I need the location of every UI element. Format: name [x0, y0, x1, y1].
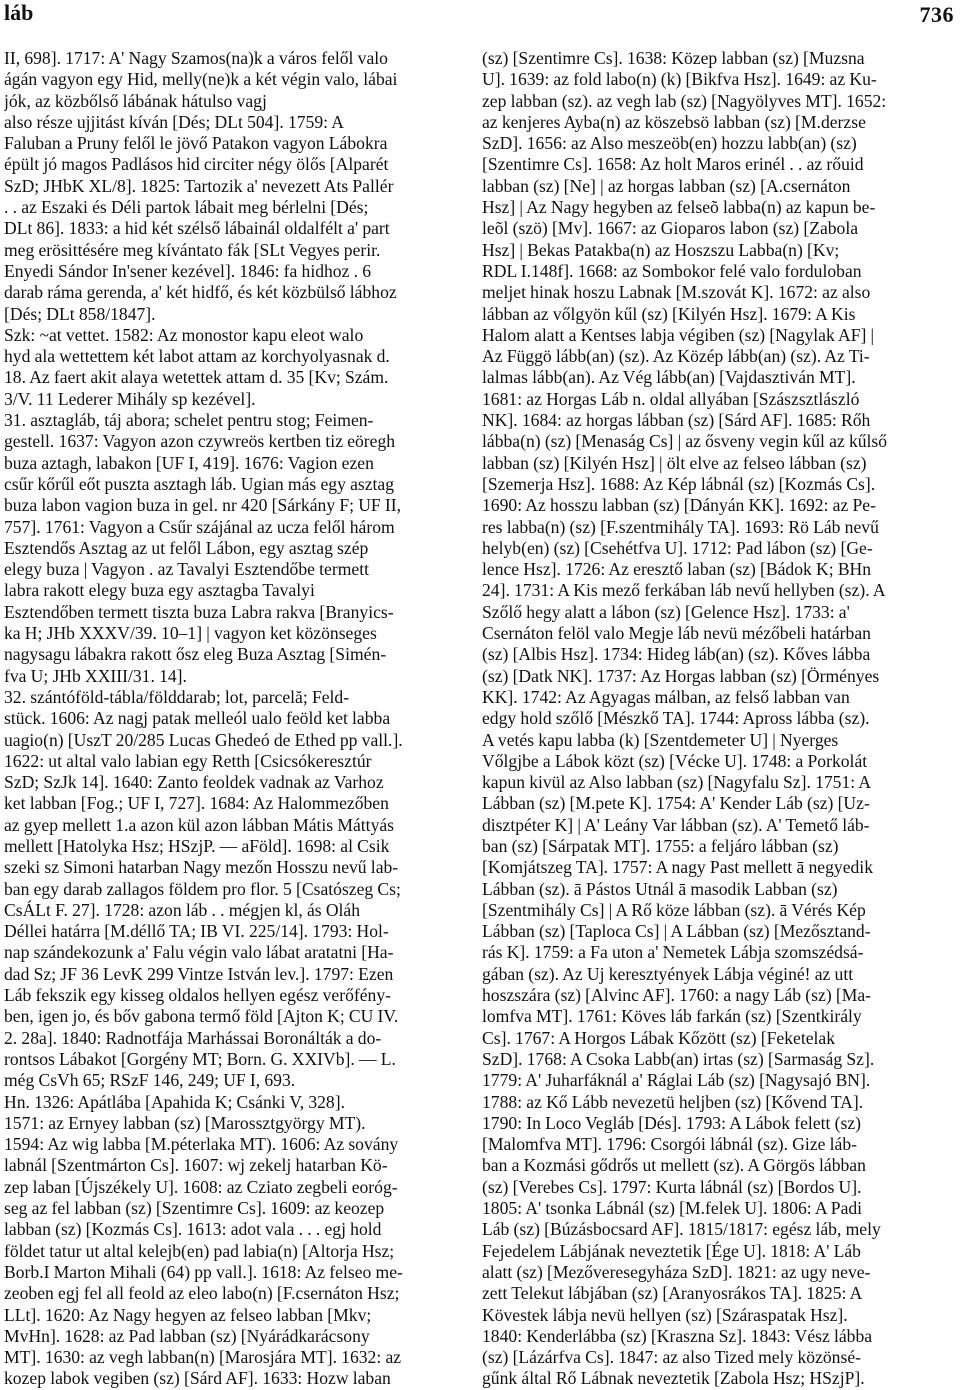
- text-line: zep laban [Újszékely U]. 1608: az Cziato zegbeli eoróg-: [4, 1176, 398, 1197]
- text-line: meg erösittésére meg kívántato fák [SLt Vegyes perir.: [4, 239, 381, 260]
- text-line: hyd ala wettettem két labot attam az korchyolyasnak d.: [4, 346, 390, 367]
- text-line: rontsos Lábakot [Gorgény MT; Born. G. XXIVb]. — L.: [4, 1048, 396, 1069]
- text-line: elegy buza | Vagyon . az Tavalyi Esztendőbe termett: [4, 559, 369, 580]
- text-line: szeki sz Simoni hatarban Nagy mezőn Hosszu nevű lab-: [4, 857, 399, 878]
- text-line: [Szentimre Cs]. 1658: Az holt Maros erinél . . az rőuid: [482, 154, 864, 175]
- text-line: rás K]. 1759: a Fa uton a' Nemetek Lábja szomszédsá-: [482, 942, 864, 963]
- text-line: [Szentmihály Cs] | A Rő köze lábban (sz). ā Vérés Kép: [482, 899, 866, 920]
- text-line: hoszszára (sz) [Alvinc AF]. 1760: a nagy Láb (sz) [Ma-: [482, 985, 872, 1006]
- text-line: 2. 28a]. 1840: Radnotfája Marhássai Boronálták a do-: [4, 1027, 382, 1048]
- page-header: [4, 0, 954, 40]
- text-line: [Szemerja Hsz]. 1688: Az Kép lábnál (sz) [Kozmás Cs].: [482, 473, 876, 494]
- text-line: kapun kivül az Also labban (sz) [Nagyfalu Sz]. 1751: A: [482, 772, 872, 793]
- text-line: (sz) [Lázárfva Cs]. 1847: az also Tized mely közönsé-: [482, 1347, 861, 1368]
- text-line: (sz) [Szentimre Cs]. 1638: Közep labban (sz) [Muzsna: [482, 48, 865, 68]
- text-line: ka H; JHb XXXV/39. 10–1] | vagyon ket közönseges: [4, 623, 377, 644]
- text-line: uagio(n) [UszT 20/285 Lucas Ghedeó de Ethed pp vall.].: [4, 729, 403, 750]
- text-line: nagysagu lábakra rakott ősz eleg Buza Asztag [Simén-: [4, 644, 387, 665]
- page-number: 736: [919, 2, 954, 27]
- text-line: U]. 1639: az fold labo(n) (k) [Bikfva Hsz]. 1649: az Ku-: [482, 69, 877, 90]
- text-line: lence Hsz]. 1726: Az eresztő laban (sz) [Bádok K; BHn: [482, 559, 872, 580]
- text-line: NK]. 1684: az horgas lábban (sz) [Sárd AF]. 1685: Rőh: [482, 410, 871, 431]
- text-line: 1840: Kenderlábba (sz) [Kraszna Sz]. 1843: Vész lábba: [482, 1325, 873, 1346]
- text-line: kozep labok vegiben (sz) [Sárd AF]. 1633: Hozw laban: [4, 1368, 391, 1389]
- text-line: darab ráma gerenda, a' két hidfő, és két közbülső lábhoz: [4, 282, 397, 303]
- text-line: SzD; SzJk 14]. 1640: Zanto feoldek vadnak az Varhoz: [4, 772, 384, 793]
- text-line: SzD; JHbK XL/8]. 1825: Tartozik a' nevezett Ats Pallér: [4, 175, 394, 196]
- text-line: MvHn]. 1628: az Pad labban (sz) [Nyárádkarácsony: [4, 1325, 370, 1346]
- text-line: buza labon vagion buza in gel. nr 420 [Sárkány F; UF II,: [4, 495, 401, 516]
- text-line: 1571: az Ernyey labban (sz) [Marossztgyörgy MT).: [4, 1112, 366, 1133]
- text-line: nap szándekozunk a' Falu végin valo lábat aratatni [Ha-: [4, 942, 394, 963]
- text-line: RDL I.148f]. 1668: az Sombokor felé valo forduloban: [482, 260, 862, 281]
- text-line: Faluban a Pruny felől le jövő Patakon vagyon Lábokra: [4, 133, 388, 154]
- text-line: 1805: A' tsonka Lábnál (sz) [M.felek U]. 1806: A Padi: [482, 1198, 863, 1219]
- text-line: 1690: Az hosszu labban (sz) [Dányán KK]. 1692: az Pe-: [482, 495, 876, 516]
- text-line: stück. 1606: Az nagj patak melleól ualo feöld ket labba: [4, 708, 391, 729]
- text-line: csűr kőrűl eőt puszta asztagh láb. Ugian más egy asztag: [4, 473, 395, 494]
- text-line: lalmas lább(an). Az Vég lább(an) [Vajdasztiván MT].: [482, 367, 856, 388]
- text-line: Cs]. 1767: A Horgos Lábak Kőzött (sz) [Feketelak: [482, 1027, 836, 1048]
- text-line: [Komjátszeg TA]. 1757: A nagy Past mellett ā negyedik: [482, 857, 873, 878]
- text-line: Hsz] | Az Nagy hegyben az felseõ labba(n) az kapun be-: [482, 197, 876, 218]
- text-line: Az Függö lább(an) (sz). Az Közép lább(an) (sz). Az Ti-: [482, 346, 870, 367]
- text-line: alatt (sz) [Mezőveresegyháza SzD]. 1821: az ugy neve-: [482, 1261, 871, 1282]
- text-line: fva U; JHb XXIII/31. 14].: [4, 665, 187, 686]
- text-line: leõl (szö) [Mv]. 1667: az Gioparos labon (sz) [Zabola: [482, 218, 859, 239]
- text-line: 31. asztagláb, táj abora; schelet pentru stog; Feimen-: [4, 410, 374, 431]
- right-column: [482, 48, 954, 1390]
- text-line: dad Sz; JF 36 LevK 299 Vintze István lev.]. 1797: Ezen: [4, 963, 394, 984]
- text-line: KK]. 1742: Az Agyagas málban, az felső labban van: [482, 686, 850, 707]
- text-line: földet tatur ut altal kelejb(en) pad labia(n) [Altorja Hsz;: [4, 1240, 395, 1261]
- text-line: also része ujjitást kíván [Dés; DLt 504]. 1759: A: [4, 111, 344, 132]
- text-line: 1788: az Kő Lább nevezetü heljben (sz) [Kővend TA].: [482, 1091, 864, 1112]
- text-line: jók, az közbőlső lábának hátulso vagj: [4, 90, 267, 111]
- text-line: MT]. 1630: az vegh labban(n) [Marosjára MT]. 1632: az: [4, 1347, 402, 1368]
- text-line: gűnk által Rő Lábnak neveztetik [Zabola Hsz; HSzjP].: [482, 1368, 865, 1389]
- text-line: seg az fel labban (sz) [Szentimre Cs]. 1609: az keozep: [4, 1198, 385, 1219]
- text-line: (sz) [Albis Hsz]. 1734: Hideg láb(an) (sz). Kőves lábba: [482, 644, 871, 665]
- text-line: . . az Eszaki és Déli partok lábait meg bérlelni [Dés;: [4, 197, 369, 218]
- text-line: 24]. 1731: A Kis mező ferkában láb nevű hellyben (sz). A: [482, 580, 886, 601]
- text-line: Borb.I Marton Mihali (64) pp vall.]. 1618: Az felseo me-: [4, 1261, 403, 1282]
- text-line: gában (sz). Az Uj keresztyények Lábja véginé! az utt: [482, 963, 854, 984]
- text-line: 1622: ut altal valo labian egy Retth [Csicsókeresztúr: [4, 750, 372, 771]
- running-headword: láb: [4, 0, 34, 25]
- text-line: res labba(n) (sz) [F.szentmihály TA]. 1693: Rö Láb nevű: [482, 516, 879, 537]
- text-line: Lábban (sz) [Taploca Cs] | A Lábban (sz) [Mezősztand-: [482, 921, 871, 942]
- text-line: zeoben egj fel all feold az eleo labo(n) [F.csernáton Hsz;: [4, 1283, 400, 1304]
- text-line: LLt]. 1620: Az Nagy hegyen az felseo labban [Mkv;: [4, 1304, 372, 1325]
- text-line: DLt 86]. 1833: a hid két szélső lábainál oldalfélt a' part: [4, 218, 390, 239]
- text-line: disztpéter K] | A' Leány Var lábban (sz). A' Temető láb-: [482, 814, 870, 835]
- text-line: 1779: A' Juharfáknál a' Ráglai Láb (sz) [Nagysajó BN].: [482, 1070, 871, 1091]
- text-line: (sz) [Datk NK]. 1737: Az Horgas labban (sz) [Örményes: [482, 665, 880, 686]
- text-line: Láb (sz) [Búzásbocsard AF]. 1815/1817: egész láb, mely: [482, 1219, 881, 1240]
- text-line: 1594: Az wig labba [M.péterlaka MT). 1606: Az sovány: [4, 1134, 399, 1155]
- text-line: Halom alatt a Kentses labja végiben (sz) [Nagylak AF] |: [482, 324, 875, 345]
- text-line: lábban az vőlgyön kűl (sz) [Kilyén Hsz]. 1679: A Kis: [482, 303, 856, 324]
- text-line: labban (sz) [Kozmás Cs]. 1613: adot vala . . . egj hold: [4, 1219, 382, 1240]
- text-line: labban (sz) [Kilyén Hsz] | ölt elve az felseo lábban (sz): [482, 452, 867, 473]
- text-line: A vetés kapu labba (k) [Szentdemeter U] | Nyerges: [482, 729, 839, 750]
- text-line: ban a Kozmási gődrős ut mellett (sz). A Görgös lábban: [482, 1155, 866, 1176]
- text-line: Esztendőben termett tiszta buza Labra rakva [Branyics-: [4, 601, 394, 622]
- text-line: ban egy darab zallagos földem pro flor. 5 [Csatószeg Cs;: [4, 878, 401, 899]
- text-line: az gyep mellett 1.a azon kül azon lábban Mátis Máttyás: [4, 814, 395, 835]
- text-line: lábba(n) (sz) [Menaság Cs] | az ősveny vegin kűl az kűlső: [482, 431, 888, 452]
- text-line: Láb fekszik egy kisseg oldalos hellyen egész verőfény-: [4, 985, 391, 1006]
- text-line: Lábban (sz) [M.pete K]. 1754: A' Kender Láb (sz) [Uz-: [482, 793, 870, 814]
- text-line: 32. szántóföld-tábla/földdarab; lot, parcelă; Feld-: [4, 686, 350, 707]
- text-line: 1790: In Loco Vegláb [Dés]. 1793: A Lábok felett (sz): [482, 1112, 861, 1133]
- text-line: [Dés; DLt 858/1847].: [4, 303, 156, 324]
- text-line: Csernáton felöl valo Megje láb nevü mézőbeli határban: [482, 623, 871, 644]
- text-line: buza aztagh, labakon [UF I, 419]. 1676: Vagion ezen: [4, 452, 374, 473]
- text-line: labra rakott elegy buza egy asztagba Tavalyi: [4, 580, 315, 601]
- text-line: SzD]. 1656: az Also meszeöb(en) hozzu labb(an) (sz): [482, 133, 857, 154]
- text-line: ágán vagyon egy Hid, melly(ne)k a két végin valo, lábai: [4, 69, 398, 90]
- text-line: Hn. 1326: Apátlába [Apahida K; Csánki V, 328].: [4, 1091, 345, 1112]
- text-line: mellett [Hatolyka Hsz; HSzjP. — aFöld]. 1698: al Csik: [4, 835, 390, 856]
- text-line: II, 698]. 1717: A' Nagy Szamos(na)k a város felől valo: [4, 48, 388, 68]
- text-line: helyb(en) (sz) [Csehétfva U]. 1712: Pad lábon (sz) [Ge-: [482, 537, 873, 558]
- text-line: Lábban (sz). ā Pástos Utnál ā masodik Labban (sz): [482, 878, 838, 899]
- text-line: [Malomfva MT]. 1796: Csorgói lábnál (sz). Gize láb-: [482, 1134, 857, 1155]
- text-line: Enyedi Sándor In'sener kezével]. 1846: fa hidhoz . 6: [4, 260, 372, 281]
- text-line: ban (sz) [Sárpatak MT]. 1755: a feljáro lábban (sz): [482, 835, 839, 856]
- text-line: Esztendős Asztag az ut felől Lábon, egy asztag szép: [4, 537, 369, 558]
- text-line: Kövestek lábja nevü hellyen (sz) [Száraspatak Hsz].: [482, 1304, 848, 1325]
- text-line: 3/V. 11 Lederer Mihály sp kezével].: [4, 388, 256, 409]
- text-line: Szőlő hegy alatt a lábon (sz) [Gelence Hsz]. 1733: a': [482, 601, 850, 622]
- left-column: [4, 48, 474, 1390]
- text-line: 757]. 1761: Vagyon a Csűr szájánal az ucza felől három: [4, 516, 395, 537]
- text-line: épült jó magos Padlásos hid circiter négy ölős [Alparét: [4, 154, 389, 175]
- text-line: még CsVh 65; RSzF 146, 249; UF I, 693.: [4, 1070, 296, 1091]
- text-line: Déllei határra [M.déllő TA; IB VI. 225/14]. 1793: Hol-: [4, 921, 389, 942]
- text-line: meljet hinak hoszu Labnak [M.szovát K]. 1672: az also: [482, 282, 871, 303]
- text-line: az kenjeres Ayba(n) az köszebsö labban (sz) [M.derzse: [482, 111, 866, 132]
- text-line: zep labban (sz). az vegh lab (sz) [Nagyölyves MT]. 1652:: [482, 90, 887, 111]
- text-line: labnál [Szentmárton Cs]. 1607: wj zekelj hatarban Kö-: [4, 1155, 388, 1176]
- text-line: labban (sz) [Ne] | az horgas labban (sz) [A.csernáton: [482, 175, 851, 196]
- text-line: edgy hold szőlő [Mészkő TA]. 1744: Apross lábba (sz).: [482, 708, 870, 729]
- text-line: ben, igen jo, és bőv gabona termő föld [Ajton K; CU IV.: [4, 1006, 399, 1027]
- text-line: lomfva MT]. 1761: Köves láb farkán (sz) [Szentkirály: [482, 1006, 862, 1027]
- text-line: gestell. 1637: Vagyon azon czywreös kertben tiz eöregh: [4, 431, 396, 452]
- text-line: (sz) [Verebes Cs]. 1797: Kurta lábnál (sz) [Bordos U].: [482, 1176, 862, 1197]
- text-line: Szk: ~at vettet. 1582: Az monostor kapu eleot walo: [4, 324, 364, 345]
- text-line: Fejedelem Lábjának neveztetik [Ége U]. 1818: A' Láb: [482, 1240, 861, 1261]
- text-line: 18. Az faert akit alaya wetettek attam d. 35 [Kv; Szám.: [4, 367, 389, 388]
- text-line: zett Telekut lábjában (sz) [Aranyosrákos TA]. 1825: A: [482, 1283, 863, 1304]
- text-line: 1681: az Horgas Láb n. oldal allyában [Szászsztlászló: [482, 388, 860, 409]
- text-line: ket labban [Fog.; UF I, 727]. 1684: Az Halommezőben: [4, 793, 389, 814]
- text-line: Vőlgjbe a Lábok közt (sz) [Vécke U]. 1748: a Porkolát: [482, 750, 868, 771]
- text-line: CsÁLt F. 27]. 1728: azon láb . . mégjen kl, ás Oláh: [4, 899, 361, 920]
- text-line: Hsz] | Bekas Patakba(n) az Hoszszu Labba(n) [Kv;: [482, 239, 840, 260]
- text-line: SzD]. 1768: A Csoka Labb(an) irtas (sz) [Sarmaság Sz].: [482, 1048, 875, 1069]
